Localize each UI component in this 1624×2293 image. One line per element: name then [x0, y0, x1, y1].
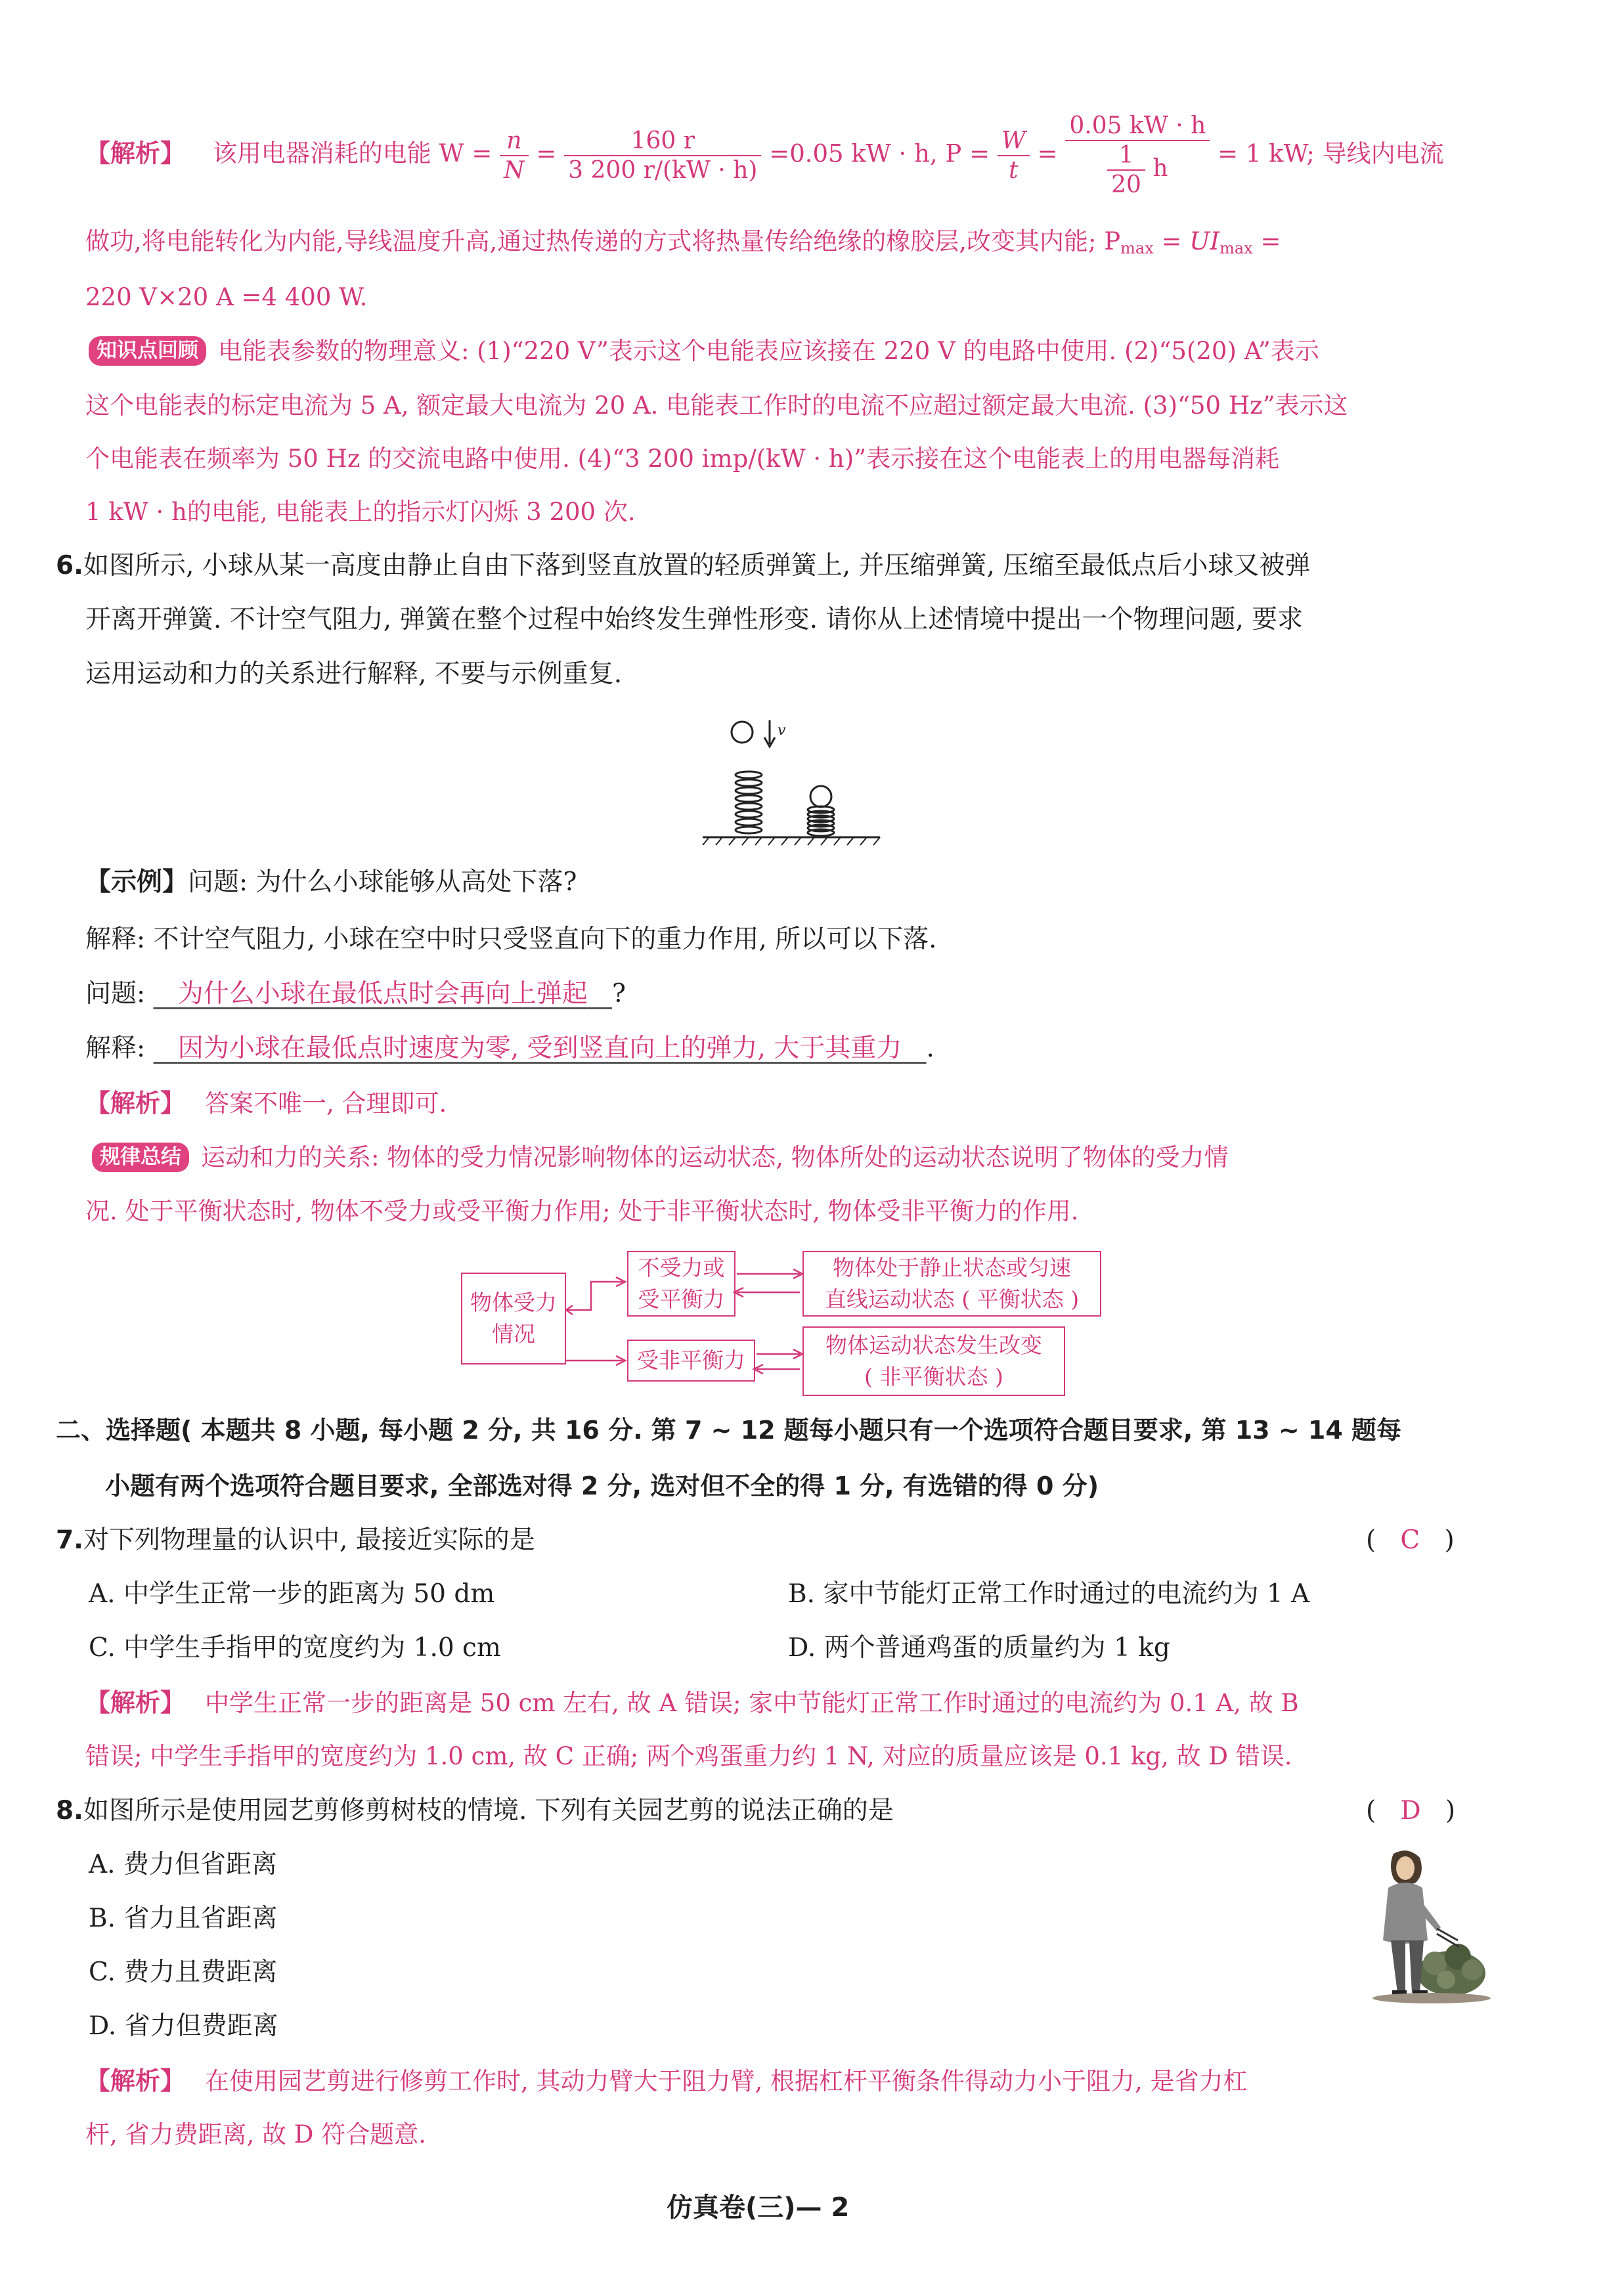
- rule-line-1: 规律总结 运动和力的关系: 物体的受力情况影响物体的运动状态, 物体所处的运动状态说明了物体的受力情: [92, 1143, 1229, 1173]
- q8-analysis-line-1: 【解析】 在使用园艺剪进行修剪工作时, 其动力臂大于阻力臂, 根据杠杆平衡条件得动力小于阻力, 是省力杠: [85, 2066, 1248, 2095]
- example-tag: 【示例】: [85, 867, 188, 897]
- q6-analysis: 【解析】 答案不唯一, 合理即可.: [85, 1089, 447, 1118]
- flow-balanced-state-box: 物体处于静止状态或匀速 直线运动状态 ( 平衡状态 ): [802, 1251, 1101, 1317]
- top-analysis-line-3: 220 V×20 A =4 400 W.: [85, 283, 368, 311]
- top-analysis-formula-line: 【解析】 该用电器消耗的电能 W = $\frac{n}{N}$ = $\frac{160 r}{3 200 r/(kW \cdot h)}$ =0.05 kW · h, P = $\frac{W}{t}$ = 0.05 kW · h $\frac{1}{20}$ h = 1 kW; 导线内电流: [85, 112, 1444, 199]
- knowledge-line-1: 知识点回顾 电能表参数的物理意义: (1)“220 V”表示这个电能表应该接在 220 V 的电路中使用. (2)“5(20) A”表示: [89, 336, 1319, 366]
- analysis-tag: 【解析】: [85, 1089, 186, 1118]
- q6-line-3: 运用运动和力的关系进行解释, 不要与示例重复.: [85, 659, 623, 689]
- q8-option-b: B. 省力且省距离: [89, 1904, 278, 1933]
- falling-ball-icon: [732, 722, 753, 743]
- q7-answer: C: [1400, 1525, 1420, 1555]
- fraction-power: 0.05 kW · h $\frac{1}{20}$ h: [1065, 112, 1210, 200]
- q8-answer-paren: ( D ): [1366, 1796, 1456, 1825]
- compressed-spring-icon: [808, 806, 834, 836]
- q7-stem: 7.对下列物理量的认识中, 最接近实际的是: [56, 1525, 535, 1555]
- q6-explanation-answer-line: 解释: 因为小球在最低点时速度为零, 受到竖直向上的弹力, 大于其重力 .: [85, 1034, 934, 1063]
- compressed-ball-icon: [810, 786, 831, 807]
- q7-analysis-line-2: 错误; 中学生手指甲的宽度约为 1.0 cm, 故 C 正确; 两个鸡蛋重力约 1 N, 对应的质量应该是 0.1 kg, 故 D 错误.: [85, 1742, 1292, 1770]
- gardener-illustration: [1359, 1842, 1491, 2006]
- knowledge-badge: 知识点回顾: [89, 336, 206, 366]
- rule-line-2: 况. 处于平衡状态时, 物体不受力或受平衡力作用; 处于非平衡状态时, 物体受非平衡力的作用.: [85, 1197, 1079, 1225]
- q7-analysis-line-1: 【解析】 中学生正常一步的距离是 50 cm 左右, 故 A 错误; 家中节能灯正常工作时通过的电流约为 0.1 A, 故 B: [85, 1688, 1299, 1717]
- q6-question-answer-line: 问题: 为什么小球在最低点时会再向上弹起 ?: [85, 979, 626, 1009]
- flow-unbalanced-state-box: 物体运动状态发生改变 ( 非平衡状态 ): [802, 1326, 1065, 1396]
- analysis-text: 该用电器消耗的电能 W =: [212, 139, 493, 168]
- q8-option-a: A. 费力但省距离: [89, 1850, 277, 1879]
- question-answer: 为什么小球在最低点时会再向上弹起: [177, 979, 588, 1009]
- q7-option-b: B. 家中节能灯正常工作时通过的电流约为 1 A: [788, 1579, 1310, 1609]
- q8-option-c: C. 费力且费距离: [89, 1957, 278, 1987]
- bush-icon: [1417, 1944, 1485, 1996]
- relaxed-spring-icon: [735, 772, 762, 833]
- spring-ball-figure: [696, 712, 893, 850]
- power-result: = 1 kW; 导线内电流: [1218, 139, 1444, 168]
- q7-option-a: A. 中学生正常一步的距离为 50 dm: [89, 1579, 495, 1609]
- example-explanation: 解释: 不计空气阻力, 小球在空中时只受竖直向下的重力作用, 所以可以下落.: [85, 925, 937, 954]
- velocity-label: v: [778, 722, 786, 739]
- analysis-tag: 【解析】: [85, 139, 186, 168]
- fraction-n-over-N: $\frac{n}{N}$: [500, 127, 529, 185]
- fraction-revolutions: $\frac{160 r}{3 200 r/(kW \cdot h)}$: [564, 127, 761, 185]
- flow-force-box: 物体受力 情况: [461, 1273, 566, 1365]
- knowledge-line-3: 个电能表在频率为 50 Hz 的交流电路中使用. (4)“3 200 imp/(kW · h)”表示接在这个电能表上的用电器每消耗: [85, 445, 1280, 473]
- q6-line-1: 6.如图所示, 小球从某一高度由静止自由下落到竖直放置的轻质弹簧上, 并压缩弹簧, 压缩至最低点后小球又被弹: [56, 551, 1311, 580]
- q6-line-2: 开离开弹簧. 不计空气阻力, 弹簧在整个过程中始终发生弹性形变. 请你从上述情境中提出一个物理问题, 要求: [85, 605, 1304, 634]
- q8-answer: D: [1400, 1796, 1421, 1825]
- flow-arrows: [565, 1248, 808, 1399]
- knowledge-line-4: 1 kW · h的电能, 电能表上的指示灯闪烁 3 200 次.: [85, 498, 636, 526]
- energy-result: =0.05 kW · h, P =: [769, 139, 990, 168]
- flow-balanced-box: 不受力或 受平衡力: [627, 1251, 735, 1317]
- rule-badge: 规律总结: [92, 1143, 189, 1172]
- knowledge-line-2: 这个电能表的标定电流为 5 A, 额定最大电流为 20 A. 电能表工作时的电流不应超过额定最大电流. (3)“50 Hz”表示这: [85, 391, 1348, 420]
- example-question: 【示例】问题: 为什么小球能够从高处下落?: [85, 867, 577, 897]
- analysis-tag: 【解析】: [85, 1688, 186, 1717]
- question-number: 6.: [56, 551, 83, 580]
- q8-option-d: D. 省力但费距离: [89, 2011, 278, 2041]
- garden-shears-icon: [1437, 1929, 1459, 1947]
- fraction-one-twentieth: $\frac{1}{20}$: [1107, 141, 1145, 199]
- flow-unbalanced-box: 受非平衡力: [627, 1340, 755, 1382]
- section-2-heading-line-1: 二、选择题( 本题共 8 小题, 每小题 2 分, 共 16 分. 第 7 ~ 12 题每小题只有一个选项符合题目要求, 第 13 ~ 14 题每: [56, 1416, 1401, 1445]
- q7-answer-paren: ( C ): [1366, 1525, 1455, 1555]
- q8-stem: 8.如图所示是使用园艺剪修剪树枝的情境. 下列有关园艺剪的说法正确的是: [56, 1796, 894, 1825]
- fraction-W-over-t: $\frac{W}{t}$: [998, 127, 1030, 185]
- top-analysis-line-2: 做功,将电能转化为内能,导线温度升高,通过热传递的方式将热量传给绝缘的橡胶层,改变其内能; $P_{max} = UI_{max}$ =: [85, 227, 1281, 257]
- q7-option-d: D. 两个普通鸡蛋的质量约为 1 kg: [788, 1633, 1170, 1663]
- analysis-tag: 【解析】: [85, 2066, 186, 2095]
- explanation-answer: 因为小球在最低点时速度为零, 受到竖直向上的弹力, 大于其重力: [177, 1034, 902, 1063]
- section-2-heading-line-2: 小题有两个选项符合题目要求, 全部选对得 2 分, 选对但不全的得 1 分, 有选错的得 0 分): [105, 1472, 1099, 1500]
- page-footer: 仿真卷(三)— 2: [667, 2193, 850, 2223]
- q8-analysis-line-2: 杆, 省力费距离, 故 D 符合题意.: [85, 2120, 426, 2149]
- q7-option-c: C. 中学生手指甲的宽度约为 1.0 cm: [89, 1633, 501, 1663]
